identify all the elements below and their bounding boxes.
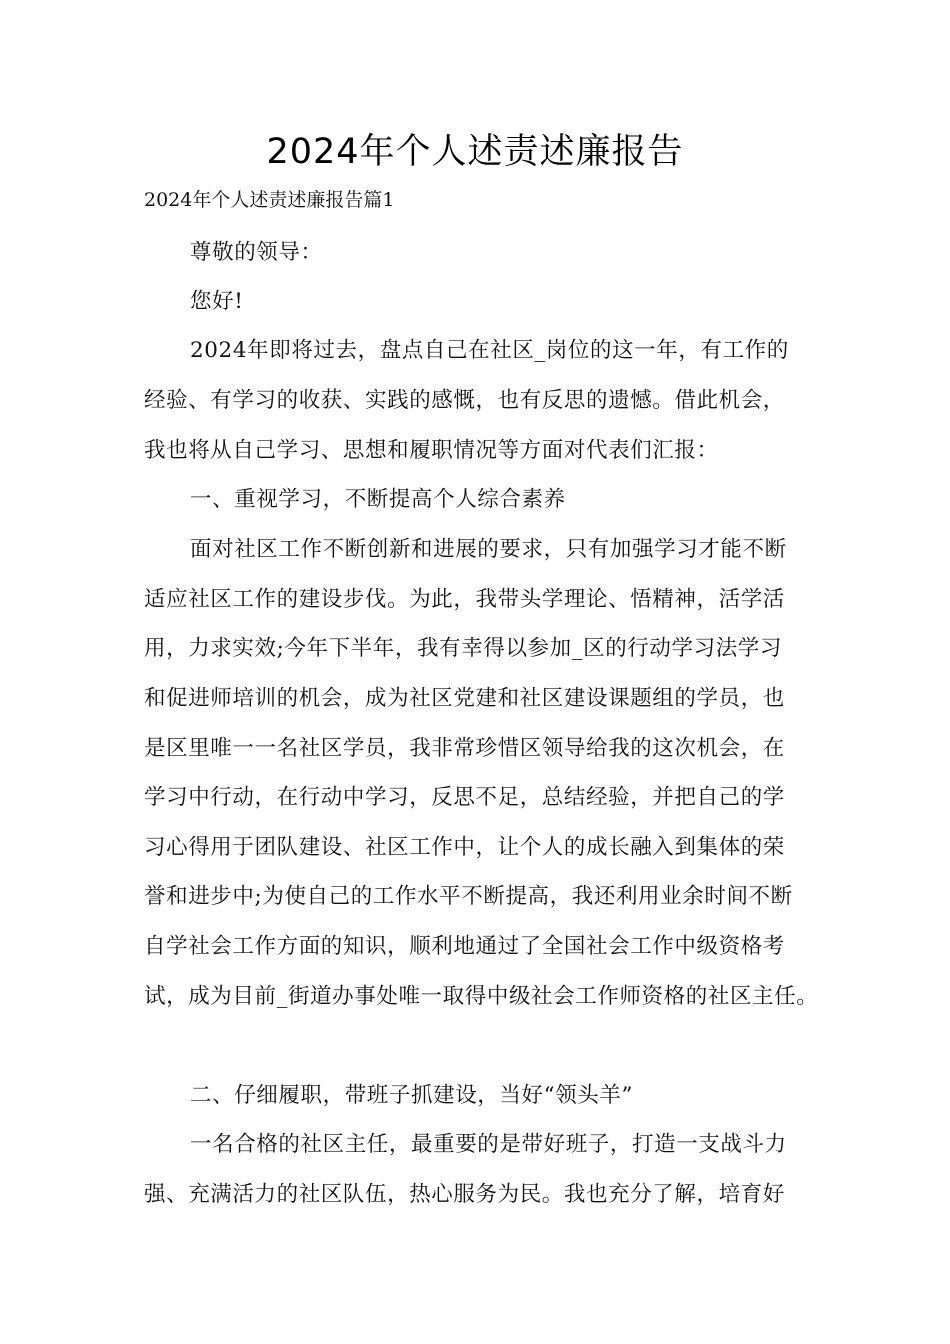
paragraph-line: 自学社会工作方面的知识，顺利地通过了全国社会工作中级资格考 (144, 934, 785, 959)
document-title: 2024年个人述责述廉报告 (266, 132, 684, 172)
paragraph-line: 2024年即将过去，盘点自己在社区_岗位的这一年，有工作的 (190, 338, 789, 363)
salutation: 尊敬的领导： (190, 240, 323, 265)
paragraph-line: 是区里唯一一名社区学员，我非常珍惜区领导给我的这次机会，在 (144, 736, 785, 761)
greeting: 您好! (190, 289, 244, 314)
section-heading: 二、仔细履职，带班子抓建设，当好“领头羊” (190, 1083, 634, 1108)
paragraph-line: 和促进师培训的机会，成为社区党建和社区建设课题组的学员，也 (144, 686, 785, 711)
paragraph-line: 习心得用于团队建设、社区工作中，让个人的成长融入到集体的荣 (144, 835, 785, 860)
paragraph-line: 面对社区工作不断创新和进展的要求，只有加强学习才能不断 (190, 537, 787, 562)
paragraph-line: 学习中行动，在行动中学习，反思不足，总结经验，并把自己的学 (144, 785, 785, 810)
paragraph-line: 用，力求实效;今年下半年，我有幸得以参加_区的行动学习法学习 (144, 636, 782, 661)
section-heading: 一、重视学习，不断提高个人综合素养 (190, 487, 566, 512)
paragraph-line: 誉和进步中;为使自己的工作水平不断提高，我还利用业余时间不断 (144, 884, 793, 909)
paragraph-line: 试，成为目前_街道办事处唯一取得中级社会工作师资格的社区主任。 (144, 984, 819, 1009)
paragraph-line: 一名合格的社区主任，最重要的是带好班子，打造一支战斗力 (190, 1132, 787, 1157)
paragraph-line: 强、充满活力的社区队伍，热心服务为民。我也充分了解，培育好 (144, 1182, 785, 1207)
paragraph-line: 我也将从自己学习、思想和履职情况等方面对代表们汇报： (144, 438, 719, 463)
paragraph-line: 适应社区工作的建设步伐。为此，我带头学理论、悟精神，活学活 (144, 587, 785, 612)
document-subtitle: 2024年个人述责述廉报告篇1 (144, 189, 395, 211)
paragraph-line: 经验、有学习的收获、实践的感慨，也有反思的遗憾。借此机会， (144, 388, 785, 413)
